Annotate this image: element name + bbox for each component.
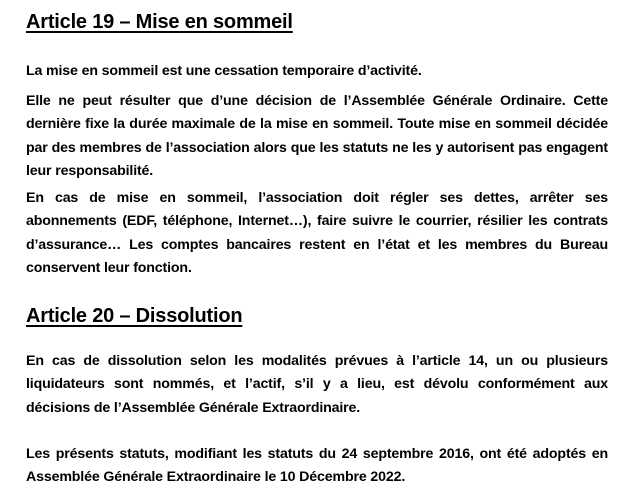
article-19-paragraph-1: La mise en sommeil est une cessation temporaire d’activité.: [26, 63, 422, 79]
article-19-paragraph-3: En cas de mise en sommeil, l’association doit régler ses dettes, arrêter ses abonnements (EDF, téléphone, Internet…), faire suivre le courrier, résilier les contrats d’assurance… Les comptes bancaires restent en l’état et les membres du Bureau conservent leur fonction.: [26, 190, 608, 277]
article-19-paragraph-2: Elle ne peut résulter que d’une décision de l’Assemblée Générale Ordinaire. Cette dernière fixe la durée maximale de la mise en sommeil. Toute mise en sommeil décidée par des membres de l’association alors que les statuts ne les y autorisent pas engagent leur responsabilité.: [26, 93, 608, 180]
article-20-paragraph-1: En cas de dissolution selon les modalités prévues à l’article 14, un ou plusieurs liquidateurs sont nommés, et l’actif, s’il y a lieu, est dévolu conformément aux décisions de l’Assemblée Générale Extraordinaire.: [26, 353, 608, 416]
article-20-paragraph-2: Les présents statuts, modifiant les statuts du 24 septembre 2016, ont été adoptés en Assemblée Générale Extraordinaire le 10 Décembre 2022.: [26, 446, 608, 486]
article-19-heading: Article 19 – Mise en sommeil: [26, 11, 293, 33]
article-20-heading: Article 20 – Dissolution: [26, 305, 243, 327]
